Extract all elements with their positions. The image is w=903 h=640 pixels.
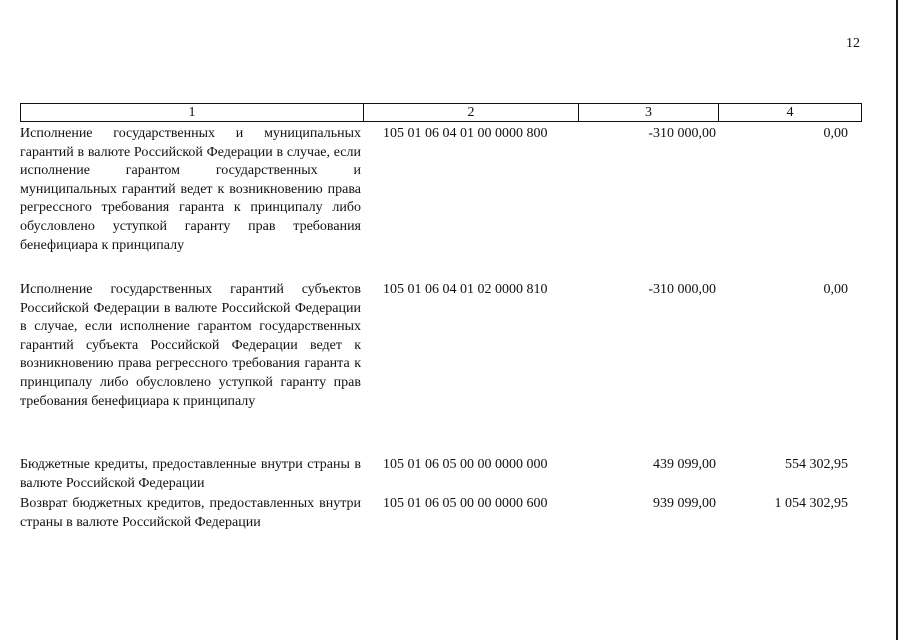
row-value-col4: 0,00 <box>823 282 848 297</box>
table-row <box>20 456 862 493</box>
row-value-col4: 0,00 <box>823 126 848 141</box>
row-description: Исполнение государственных гарантий субъектов Российской Федерации в валюте Российской Федерации в случае, если исполнение гарантом государственных гарантий субъекта Российской Федерации ведет к возникновению права регрессного требования гаранта к принципалу либо обусловлено уступкой гаранту прав требования бенефициара к принципалу <box>20 282 361 409</box>
row-budget-code: 105 01 06 05 00 00 0000 000 <box>383 457 548 472</box>
scan-edge-line <box>896 0 898 640</box>
table-row <box>20 495 862 532</box>
header-cell-4: 4 <box>786 105 794 120</box>
row-value-col3: -310 000,00 <box>648 282 716 297</box>
header-cell-3: 3 <box>579 104 719 121</box>
page-number: 12 <box>846 36 860 51</box>
row-budget-code: 105 01 06 05 00 00 0000 600 <box>383 496 548 511</box>
table-header <box>20 103 862 122</box>
row-budget-code: 105 01 06 04 01 02 0000 810 <box>383 282 548 297</box>
row-value-col3: 439 099,00 <box>653 457 716 472</box>
table-row <box>20 281 862 411</box>
row-value-col3: 939 099,00 <box>653 496 716 511</box>
row-description: Бюджетные кредиты, предоставленные внутри страны в валюте Российской Федерации <box>20 457 361 491</box>
row-value-col4: 554 302,95 <box>785 457 848 472</box>
row-description: Исполнение государственных и муниципальных гарантий в валюте Российской Федерации в случае, если исполнение гарантом государственных и муниципальных гарантий ведет к возникновению права регрессного требования гаранта к принципалу либо обусловлено уступкой гаранту прав требования бенефициара к принципалу <box>20 126 361 253</box>
row-budget-code: 105 01 06 04 01 00 0000 800 <box>383 126 548 141</box>
row-value-col4: 1 054 302,95 <box>774 496 848 511</box>
row-description: Возврат бюджетных кредитов, предоставленных внутри страны в валюте Российской Федерации <box>20 496 361 530</box>
table-row <box>20 125 862 255</box>
header-cell-2: 2 <box>364 104 579 121</box>
header-cell-1: 1 <box>21 104 364 121</box>
row-value-col3: -310 000,00 <box>648 126 716 141</box>
